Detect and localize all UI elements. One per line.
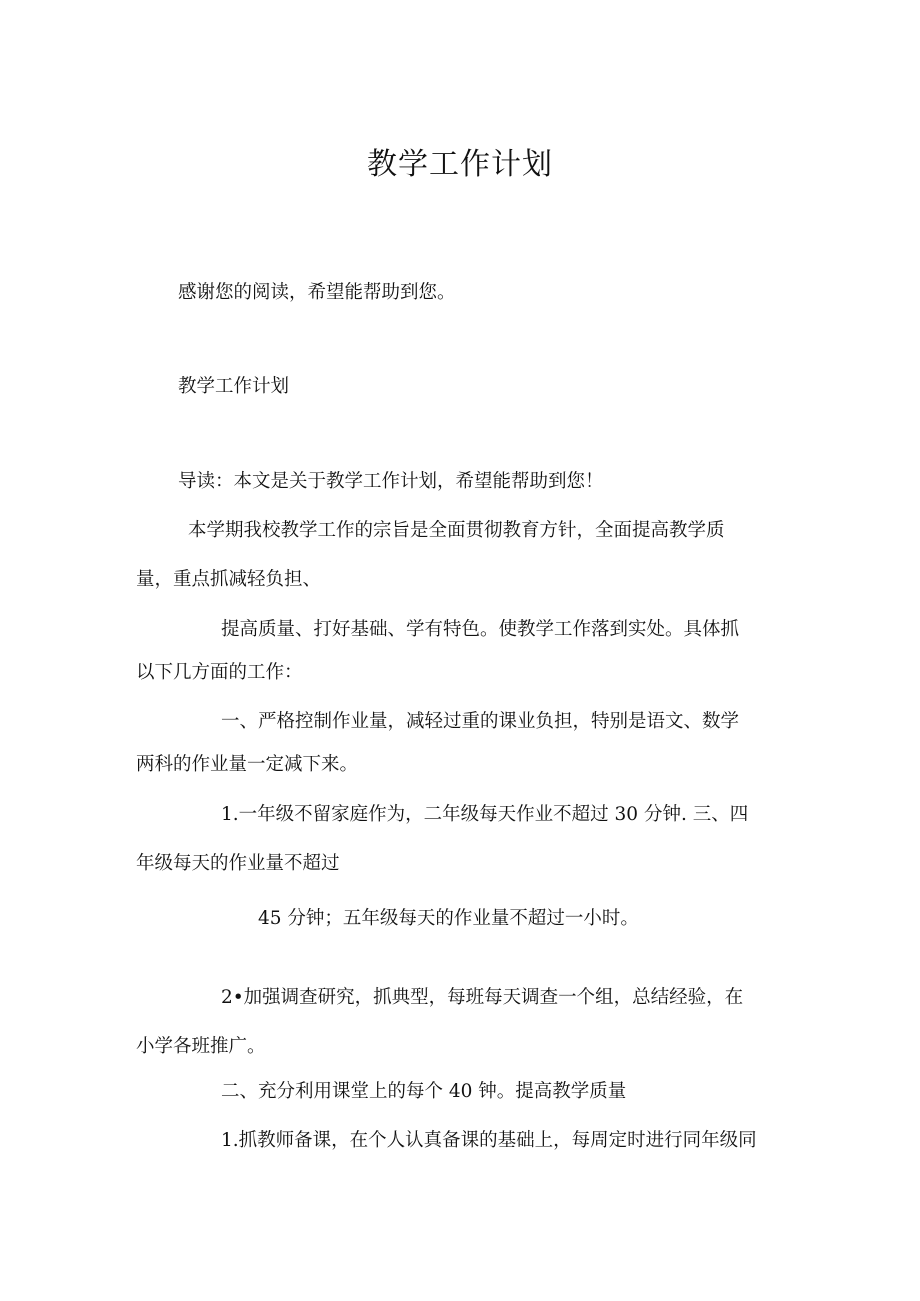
subtitle-line: 教学工作计划 <box>178 376 290 397</box>
list-item-line: 年级每天的作业量不超过 <box>136 853 340 874</box>
list-item-line: 2•加强调查研究，抓典型，每班每天调查一个组，总结经验，在 <box>221 987 744 1008</box>
section-heading-1: 一、严格控制作业量，减轻过重的课业负担，特别是语文、数学 <box>221 711 740 732</box>
section-heading-2: 二、充分利用课堂上的每个 40 钟。提高教学质量 <box>221 1081 627 1102</box>
paragraph-line: 量，重点抓减轻负担、 <box>136 569 322 590</box>
list-item-line: 1.一年级不留家庭作为，二年级每天作业不超过 30 分钟. 三、四 <box>221 804 749 825</box>
document-title: 教学工作计划 <box>367 147 553 182</box>
paragraph-line: 提高质量、打好基础、学有特色。使教学工作落到实处。具体抓 <box>221 619 740 640</box>
list-item-line: 45 分钟；五年级每天的作业量不超过一小时。 <box>258 908 639 929</box>
list-item-line: 1.抓教师备课，在个人认真备课的基础上，每周定时进行同年级同 <box>221 1130 757 1151</box>
paragraph-line: 两科的作业量一定减下来。 <box>136 754 359 775</box>
thanks-line: 感谢您的阅读，希望能帮助到您。 <box>178 282 456 303</box>
paragraph-line: 本学期我校教学工作的宗旨是全面贯彻教育方针，全面提高教学质 <box>188 520 725 541</box>
intro-line: 导读：本文是关于教学工作计划，希望能帮助到您！ <box>178 471 604 492</box>
paragraph-line: 以下几方面的工作： <box>136 662 303 683</box>
list-item-line: 小学各班推广。 <box>136 1036 266 1057</box>
